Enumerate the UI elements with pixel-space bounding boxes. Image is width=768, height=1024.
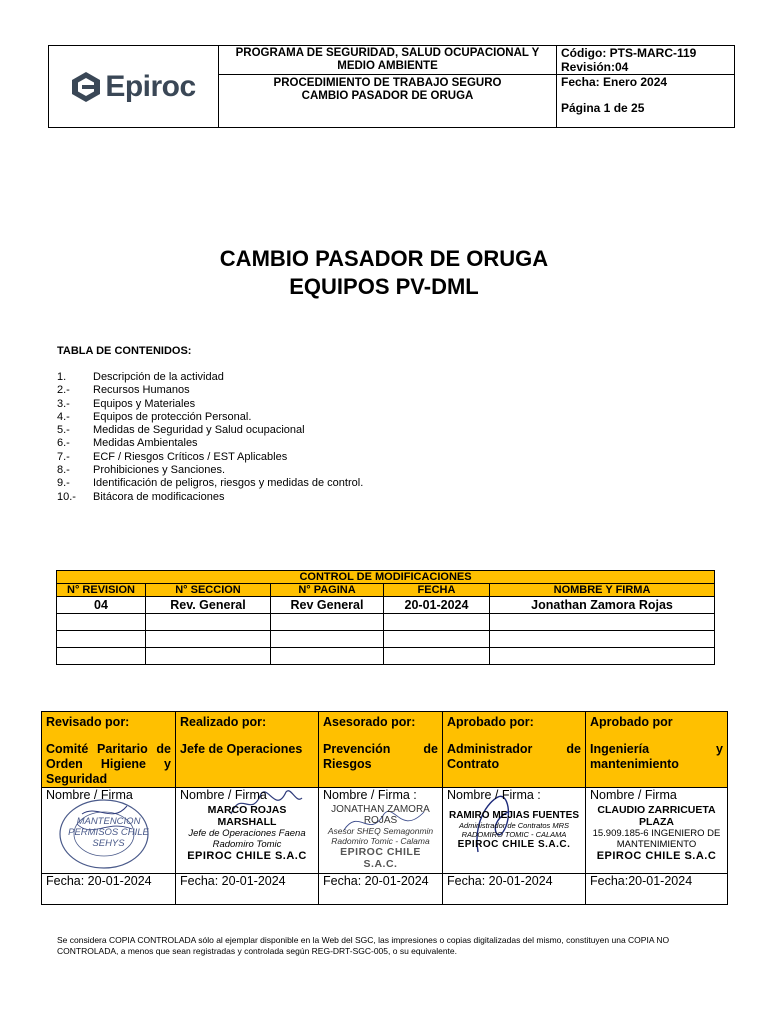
stamp-line: Jefe de Operaciones Faena Radomiro Tomic [188, 828, 306, 850]
approval-role-row [42, 712, 728, 788]
procedure-title [219, 75, 557, 128]
toc-item-number: 10.- [57, 490, 76, 503]
toc-item-label: Bitácora de modificaciones [93, 490, 225, 503]
logo-cell [49, 46, 219, 128]
page-cell: Rev General [271, 597, 384, 614]
toc-item [57, 451, 363, 464]
signature-stamp [180, 804, 314, 862]
col-header: FECHA [384, 584, 490, 597]
toc-item-label: Recursos Humanos [93, 384, 190, 397]
stamp-line: CLAUDIO ZARRICUETA PLAZA [597, 804, 716, 828]
stamp-line: EPIROC CHILE S.A.C. [340, 846, 421, 870]
header-meta-bottom [557, 75, 735, 128]
stamp-line: Administrador de Contratos MRS RADOMIRO TOMIC - CALAMA [458, 821, 570, 839]
approval-role-cell [42, 712, 176, 788]
table-row [57, 614, 715, 631]
signature-cell [319, 788, 443, 874]
approval-date: Fecha: 20-01-2024 [319, 874, 443, 905]
document-revision: Revisión:04 [561, 60, 629, 74]
approval-date-row [42, 874, 728, 905]
signature-label: Nombre / Firma [590, 788, 677, 802]
toc-item-number: 8.- [57, 464, 70, 477]
stamp-line: RAMIRO MEJIAS FUENTES [448, 810, 579, 821]
toc-item-number: 5.- [57, 424, 70, 437]
toc-item-number: 2.- [57, 384, 70, 397]
approval-signature-row [42, 788, 728, 874]
approval-role-cell [176, 712, 319, 788]
approval-table [41, 711, 728, 905]
document-header [48, 45, 735, 128]
main-title-line2: EQUIPOS PV-DML [289, 274, 479, 299]
toc-item [57, 464, 363, 477]
role-name: Comité Paritario de Orden Higiene y Seguridad [46, 742, 171, 786]
stamp-line: EPIROC CHILE S.A.C [596, 850, 717, 862]
role-name: Prevención de Riesgos [323, 742, 438, 771]
stamp-line: EPIROC CHILE S.A.C. [457, 839, 571, 850]
toc-item-label: Prohibiciones y Sanciones. [93, 464, 226, 477]
modifications-table [56, 570, 715, 665]
toc-item [57, 411, 363, 424]
toc-list [57, 371, 363, 504]
stamp-line: Asesor SHEQ Semagonmin Radomiro Tomic - Calama [327, 826, 434, 846]
role-name: Administrador de Contrato [447, 742, 581, 771]
role-name: Jefe de Operaciones [180, 742, 303, 756]
col-header: NOMBRE Y FIRMA [490, 584, 715, 597]
header-meta-top [557, 46, 735, 75]
role-title: Revisado por: [46, 715, 130, 729]
document-code: Código: PTS-MARC-119 [561, 46, 697, 60]
stamp-line: EPIROC CHILE S.A.C [187, 850, 307, 862]
stamp-line: PERMISOS CHILE [68, 827, 149, 838]
logo-text: Epiroc [105, 69, 196, 103]
signature-stamp [447, 810, 581, 850]
role-title: Asesorado por: [323, 715, 416, 729]
section-cell: Rev. General [146, 597, 271, 614]
toc-item [57, 491, 363, 504]
table-row [57, 631, 715, 648]
approval-role-cell [319, 712, 443, 788]
signature-cell [42, 788, 176, 874]
role-name: Ingeniería y mantenimiento [590, 742, 723, 771]
toc-item-number: 6.- [57, 437, 70, 450]
signature-label: Nombre / Firma : [447, 788, 541, 802]
signature-cell [443, 788, 586, 874]
toc-item-number: 3.- [57, 397, 70, 410]
signature-cell [586, 788, 728, 874]
toc-item-label: Descripción de la actividad [93, 371, 224, 383]
toc-item-number: 7.- [57, 450, 70, 463]
role-title: Aprobado por [590, 715, 673, 729]
revision-cell: 04 [57, 597, 146, 614]
toc-item [57, 424, 363, 437]
approval-date: Fecha: 20-01-2024 [42, 874, 176, 905]
role-title: Aprobado por: [447, 715, 534, 729]
stamp-line: SEHYS [92, 838, 125, 849]
seal-text [46, 816, 171, 849]
signature-stamp [323, 804, 438, 870]
col-header: N° REVISION [57, 584, 146, 597]
program-title: PROGRAMA DE SEGURIDAD, SALUD OCUPACIONAL Y MEDIO AMBIENTE [219, 46, 557, 75]
toc-item [57, 477, 363, 490]
role-title: Realizado por: [180, 715, 267, 729]
name-cell: Jonathan Zamora Rojas [490, 597, 715, 614]
toc-item [57, 384, 363, 397]
toc-item-number: 1. [57, 371, 67, 383]
modifications-header-row [57, 584, 715, 597]
toc-item [57, 371, 363, 384]
toc-item-number: 9.- [57, 477, 70, 490]
epiroc-logo-icon [71, 71, 101, 103]
toc-item-label: Equipos de protección Personal. [93, 410, 252, 423]
table-row [57, 648, 715, 665]
approval-role-cell [586, 712, 728, 788]
stamp-line: 15.909.185-6 INGENIERO DE MANTENIMIENTO [592, 828, 721, 850]
main-title-line1: CAMBIO PASADOR DE ORUGA [219, 246, 549, 271]
toc-heading: TABLA DE CONTENIDOS: [57, 345, 192, 357]
toc-item-label: Equipos y Materiales [93, 397, 196, 410]
toc-item-label: Medidas de Seguridad y Salud ocupacional [93, 424, 305, 437]
date-cell: 20-01-2024 [384, 597, 490, 614]
col-header: N° SECCION [146, 584, 271, 597]
modifications-title: CONTROL DE MODIFICACIONES [57, 571, 715, 584]
procedure-line1: PROCEDIMIENTO DE TRABAJO SEGURO [273, 77, 502, 89]
document-date: Fecha: Enero 2024 [561, 75, 668, 89]
controlled-copy-note: Se considera COPIA CONTROLADA sólo al ejemplar disponible en la Web del SGC, las impresiones o copias digitalizadas del mismo, constituyen una COPIA NO CONTROLADA, a menos que sean registradas y controlada según REG-DRT-SGC-005, o su equivalente. [57, 935, 670, 956]
approval-date: Fecha: 20-01-2024 [176, 874, 319, 905]
toc-item-number: 4.- [57, 410, 70, 423]
approval-date: Fecha:20-01-2024 [586, 874, 728, 905]
toc-item-label: ECF / Riesgos Críticos / EST Aplicables [93, 450, 288, 463]
table-row [57, 597, 715, 614]
toc-item [57, 398, 363, 411]
approval-date: Fecha: 20-01-2024 [443, 874, 586, 905]
approval-role-cell [443, 712, 586, 788]
procedure-line2: CAMBIO PASADOR DE ORUGA [301, 90, 474, 102]
stamp-line: MANTENCION [76, 816, 141, 827]
toc-item [57, 437, 363, 450]
signature-label: Nombre / Firma [46, 788, 133, 802]
col-header: N° PAGINA [271, 584, 384, 597]
stamp-line: MARCO ROJAS MARSHALL [207, 804, 287, 828]
epiroc-logo [49, 46, 218, 127]
signature-label: Nombre / Firma : [323, 788, 417, 802]
toc-item-label: Identificación de peligros, riesgos y medidas de control. [93, 477, 364, 490]
page-number: Página 1 de 25 [561, 101, 645, 115]
signature-label: Nombre / Firma [180, 788, 267, 802]
signature-cell [176, 788, 319, 874]
toc-item-label: Medidas Ambientales [93, 437, 198, 450]
stamp-line: JONATHAN ZAMORA ROJAS [331, 804, 430, 826]
signature-stamp [586, 804, 727, 862]
